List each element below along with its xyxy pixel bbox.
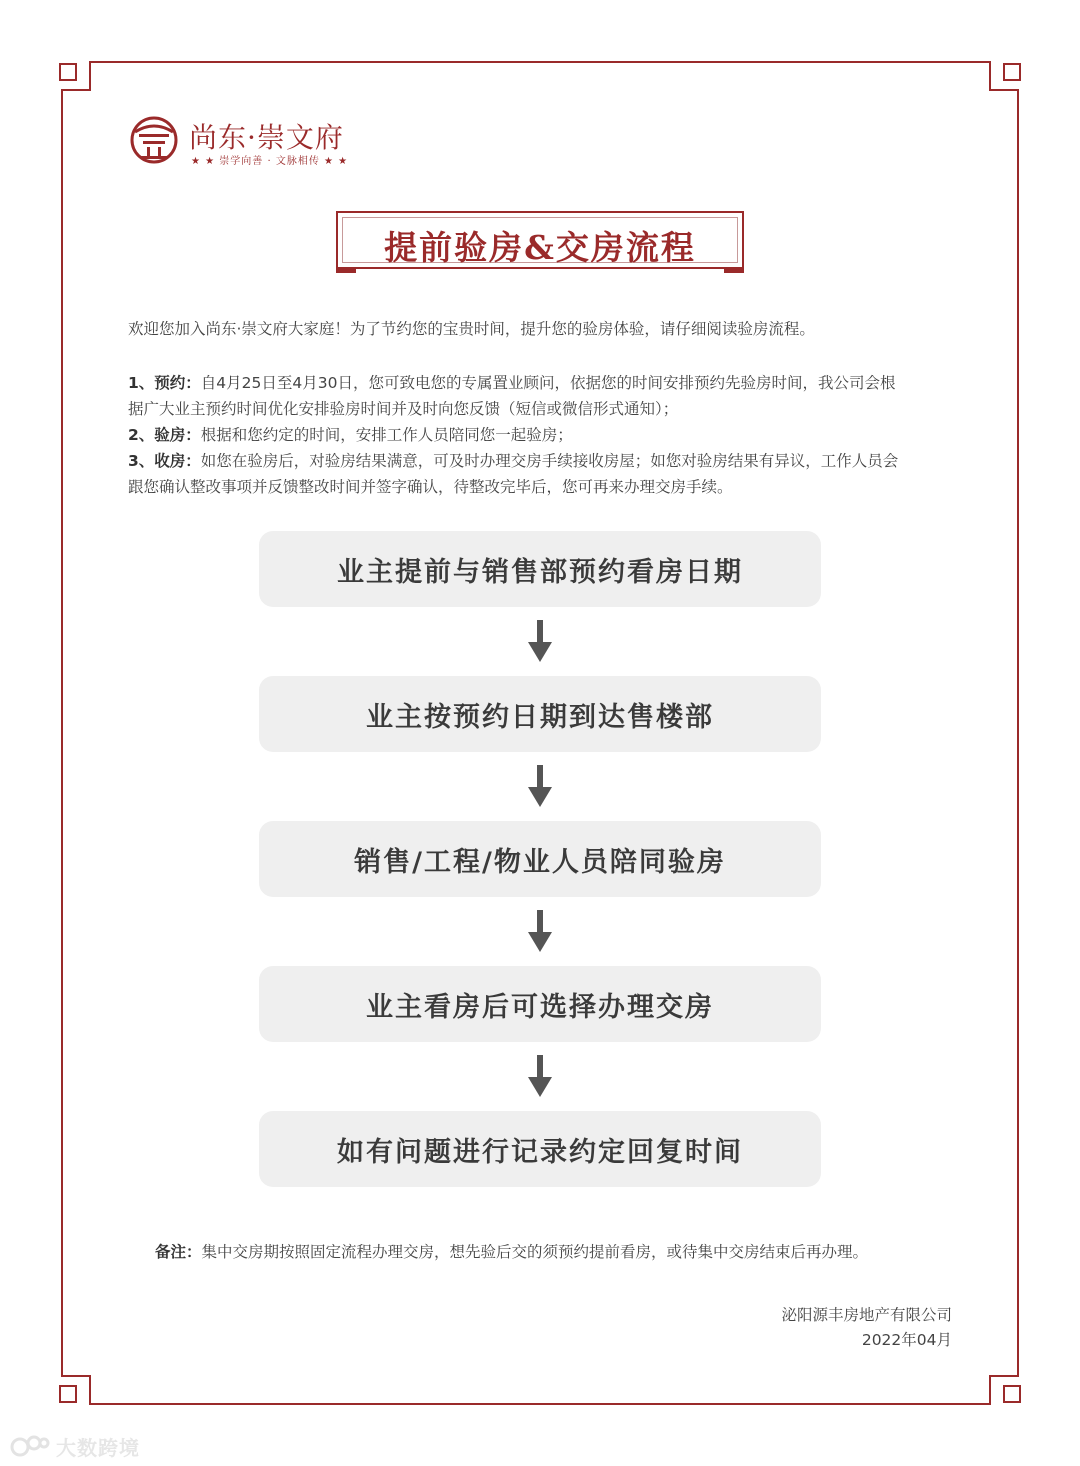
step-text: 据广大业主预约时间优化安排验房时间并及时向您反馈（短信或微信形式通知）； (128, 400, 679, 418)
step-text: 跟您确认整改事项并反馈整改时间并签字确认，待整改完毕后，您可再来办理交房手续。 (128, 478, 733, 496)
arrow-down-icon (526, 620, 554, 662)
procedure-steps (128, 370, 958, 500)
flow-step-1: 业主提前与销售部预约看房日期 (259, 531, 821, 607)
watermark-logo-icon (10, 1433, 50, 1459)
company-name: 泌阳源丰房地产有限公司 (781, 1306, 952, 1324)
step-line (128, 422, 958, 448)
step-line (128, 396, 958, 422)
step-label: 3、收房： (128, 452, 201, 470)
flow-step-4: 业主看房后可选择办理交房 (259, 966, 821, 1042)
watermark (10, 1430, 140, 1462)
step-text: 如您在验房后，对验房结果满意，可及时办理交房手续接收房屋；如您对验房结果有异议，工作人员会 (200, 452, 899, 470)
page-title: 提前验房&交房流程 (384, 228, 696, 267)
step-line (128, 474, 958, 500)
arrow-down-icon (526, 1055, 554, 1097)
watermark-text: 大数跨境 (56, 1435, 140, 1460)
step-text: 自4月25日至4月30日，您可致电您的专属置业顾问，依据您的时间安排预约先验房时间，我公司会根 (200, 374, 896, 392)
brand-logo (127, 112, 367, 168)
brand-tagline: ★ ★ 崇学向善 · 文脉相传 ★ ★ (191, 156, 349, 167)
step-label: 2、验房： (128, 426, 201, 444)
brand-name: 尚东·崇文府 (189, 121, 344, 154)
intro-paragraph: 欢迎您加入尚东·崇文府大家庭！为了节约您的宝贵时间，提升您的验房体验，请仔细阅读验房流程。 (128, 320, 815, 338)
pavilion-logo-icon (127, 114, 185, 164)
step-label: 1、预约： (128, 374, 201, 392)
flow-step-2: 业主按预约日期到达售楼部 (259, 676, 821, 752)
arrow-down-icon (526, 910, 554, 952)
remark-label: 备注： (155, 1243, 202, 1261)
step-line (128, 370, 958, 396)
title-frame (336, 211, 744, 269)
arrow-down-icon (526, 765, 554, 807)
remark-text: 集中交房期按照固定流程办理交房，想先验后交的须预约提前看房，或待集中交房结束后再办理。 (201, 1243, 869, 1261)
step-line (128, 448, 958, 474)
remark (155, 1240, 868, 1262)
flow-step-5: 如有问题进行记录约定回复时间 (259, 1111, 821, 1187)
flow-step-3: 销售/工程/物业人员陪同验房 (259, 821, 821, 897)
issue-date: 2022年04月 (861, 1331, 952, 1349)
step-text: 根据和您约定的时间，安排工作人员陪同您一起验房； (200, 426, 573, 444)
